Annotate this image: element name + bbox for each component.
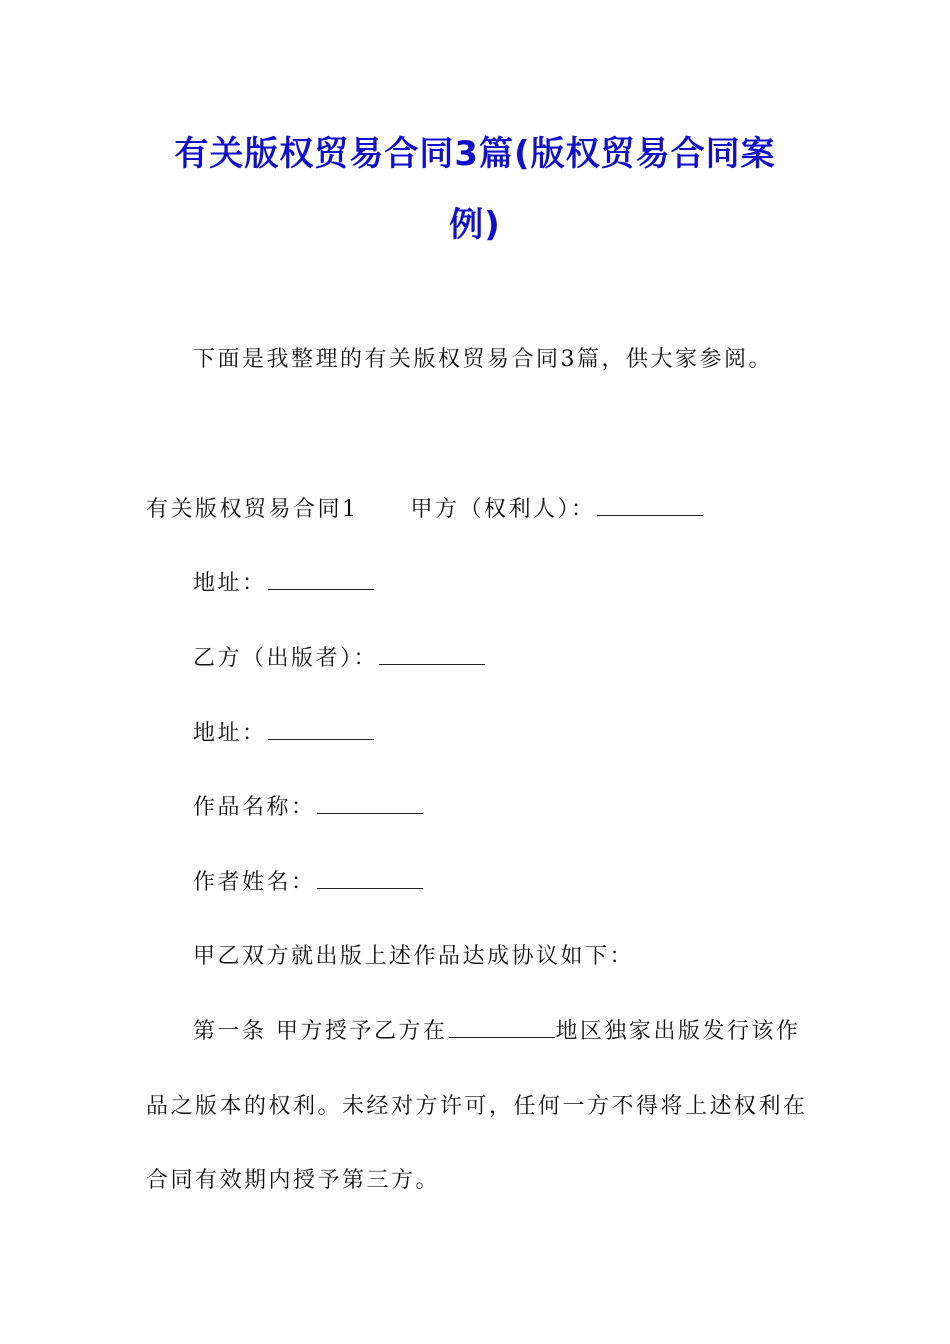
address-b-blank — [268, 719, 374, 740]
region-blank — [449, 1017, 555, 1038]
work-name-blank — [317, 793, 423, 814]
party-b-label: 乙方（出版者）： — [193, 646, 379, 671]
agreement-intro: 甲乙双方就出版上述作品达成协议如下： — [193, 944, 635, 969]
address-b-line — [193, 719, 375, 749]
work-name-label: 作品名称： — [193, 795, 316, 820]
article-1-line-1 — [193, 1017, 801, 1047]
article-1-part-2: 地区独家出版发行该作 — [555, 1019, 801, 1044]
author-name-line — [193, 868, 424, 898]
author-name-blank — [317, 868, 423, 889]
party-a-label: 甲方（权利人）： — [410, 497, 596, 522]
party-b-blank — [379, 644, 485, 665]
address-a-label: 地址： — [193, 571, 267, 596]
article-1-line-2: 品之版本的权利。未经对方许可，任何一方不得将上述权利在 — [146, 1094, 808, 1119]
contract-heading: 有关版权贸易合同1 — [146, 497, 359, 522]
contract-heading-line — [146, 495, 704, 525]
work-name-line — [193, 793, 424, 823]
address-a-blank — [268, 569, 374, 590]
party-a-blank — [597, 495, 703, 516]
document-title-line-1: 有关版权贸易合同3篇(版权贸易合同案 — [174, 134, 776, 174]
address-b-label: 地址： — [193, 721, 267, 746]
intro-paragraph: 下面是我整理的有关版权贸易合同3篇，供大家参阅。 — [193, 347, 773, 372]
article-1-line-3: 合同有效期内授予第三方。 — [146, 1168, 441, 1193]
document-title-line-2: 例) — [449, 205, 501, 245]
address-a-line — [193, 569, 375, 599]
party-b-line — [193, 644, 486, 674]
author-name-label: 作者姓名： — [193, 870, 316, 895]
article-1-part-1: 第一条 甲方授予乙方在 — [193, 1019, 448, 1044]
